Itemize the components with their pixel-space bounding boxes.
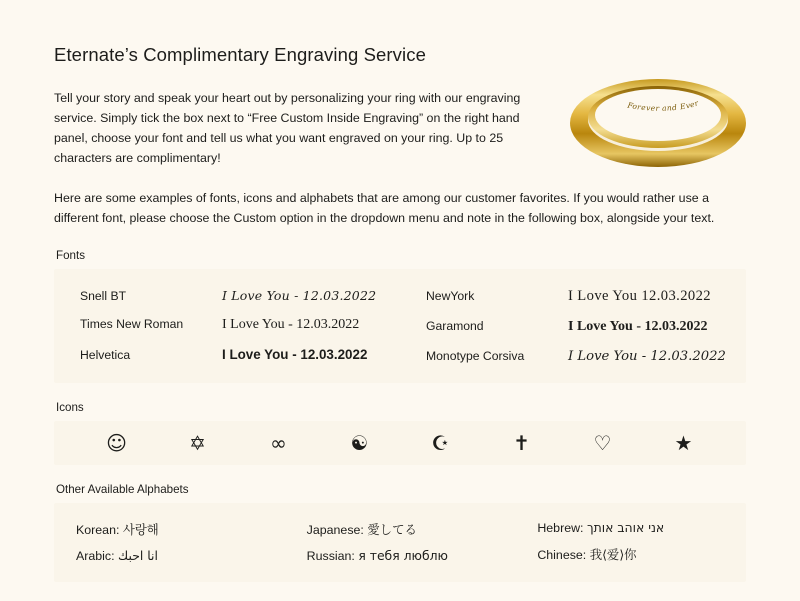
- font-name: Times New Roman: [80, 316, 184, 331]
- font-sample: I Love You - 12.03.2022: [222, 316, 360, 332]
- font-sample: I Love You - 12.03.2022: [568, 348, 726, 364]
- examples-paragraph: Here are some examples of fonts, icons and alphabets that are among our customer favorites. If you would rather use a different font, please choose the Custom option in the dropdown menu and note in the following box, alongside your text.: [54, 191, 715, 226]
- alphabet-label: Chinese:: [537, 547, 590, 562]
- alphabet-row: [537, 540, 746, 568]
- font-row[interactable]: [54, 340, 400, 369]
- alphabet-label: Japanese:: [306, 522, 368, 537]
- alphabet-row: [307, 515, 516, 543]
- font-name: Monotype Corsiva: [426, 348, 525, 363]
- alphabets-section-label: Other Available Alphabets: [56, 482, 189, 496]
- alphabet-label: Arabic:: [76, 548, 119, 563]
- cross-icon[interactable]: ✝: [513, 430, 530, 455]
- ring-illustration: [562, 66, 752, 171]
- alphabet-sample: انا احبك: [118, 547, 158, 563]
- fonts-section-label: Fonts: [56, 248, 85, 262]
- font-row[interactable]: [400, 342, 746, 371]
- fonts-panel: [54, 269, 746, 383]
- font-row[interactable]: [400, 281, 746, 312]
- alphabet-row: [537, 515, 746, 540]
- alphabet-row: [76, 543, 285, 568]
- alphabet-sample: אני אוהב אותך: [586, 519, 665, 535]
- alphabet-sample: 사랑해: [122, 521, 159, 537]
- icons-section-label: Icons: [56, 400, 84, 414]
- page-title: Eternate’s Complimentary Engraving Service: [54, 44, 426, 65]
- alphabet-sample: 我⟨爱⟩你: [589, 546, 637, 562]
- yin-yang-icon[interactable]: ☯: [350, 430, 369, 455]
- alphabets-panel: [54, 503, 746, 582]
- alphabets-column-1: [54, 515, 285, 568]
- font-row[interactable]: [54, 310, 400, 340]
- alphabets-column-3: [515, 515, 746, 568]
- alphabet-sample: я тебя люблю: [358, 547, 448, 563]
- font-row[interactable]: [54, 281, 400, 310]
- smiley-face-icon[interactable]: ☺: [106, 430, 127, 455]
- font-name: Helvetica: [80, 347, 131, 362]
- font-sample: I Love You - 12.03.2022: [222, 346, 368, 362]
- intro-paragraph: Tell your story and speak your heart out by personalizing your ring with our engraving service. Simply tick the box next to “Free Custom Inside Engraving” on the right hand panel, choose your font and tell us what you want engraved on your ring. Up to 25 characters are complimentary!: [54, 91, 521, 166]
- font-sample: I Love You 12.03.2022: [568, 287, 711, 304]
- font-name: NewYork: [426, 288, 475, 303]
- font-name: Snell BT: [80, 288, 127, 303]
- star-of-david-icon[interactable]: ✡: [189, 430, 206, 455]
- fonts-column-left: [54, 281, 400, 371]
- gold-ring-image: [562, 66, 752, 171]
- icons-panel: [54, 421, 746, 465]
- font-name: Garamond: [426, 318, 484, 333]
- fonts-column-right: [400, 281, 746, 371]
- alphabet-label: Hebrew:: [537, 520, 587, 535]
- infinity-icon[interactable]: ∞: [270, 430, 287, 455]
- heart-outline-icon[interactable]: ♡: [593, 430, 612, 455]
- star-filled-icon[interactable]: ★: [674, 430, 693, 455]
- star-and-crescent-icon[interactable]: ☪: [431, 430, 450, 455]
- font-row[interactable]: [400, 312, 746, 342]
- alphabet-sample: 愛してる: [367, 521, 417, 537]
- alphabet-row: [307, 543, 516, 568]
- alphabet-label: Korean:: [76, 522, 123, 537]
- alphabet-label: Russian:: [306, 548, 359, 563]
- font-sample: I Love You - 12.03.2022: [568, 318, 708, 334]
- ring-engraving-text: Forever and Ever: [626, 98, 700, 113]
- alphabets-column-2: [285, 515, 516, 568]
- font-sample: I Love You - 12.03.2022: [222, 287, 377, 303]
- alphabet-row: [76, 515, 285, 543]
